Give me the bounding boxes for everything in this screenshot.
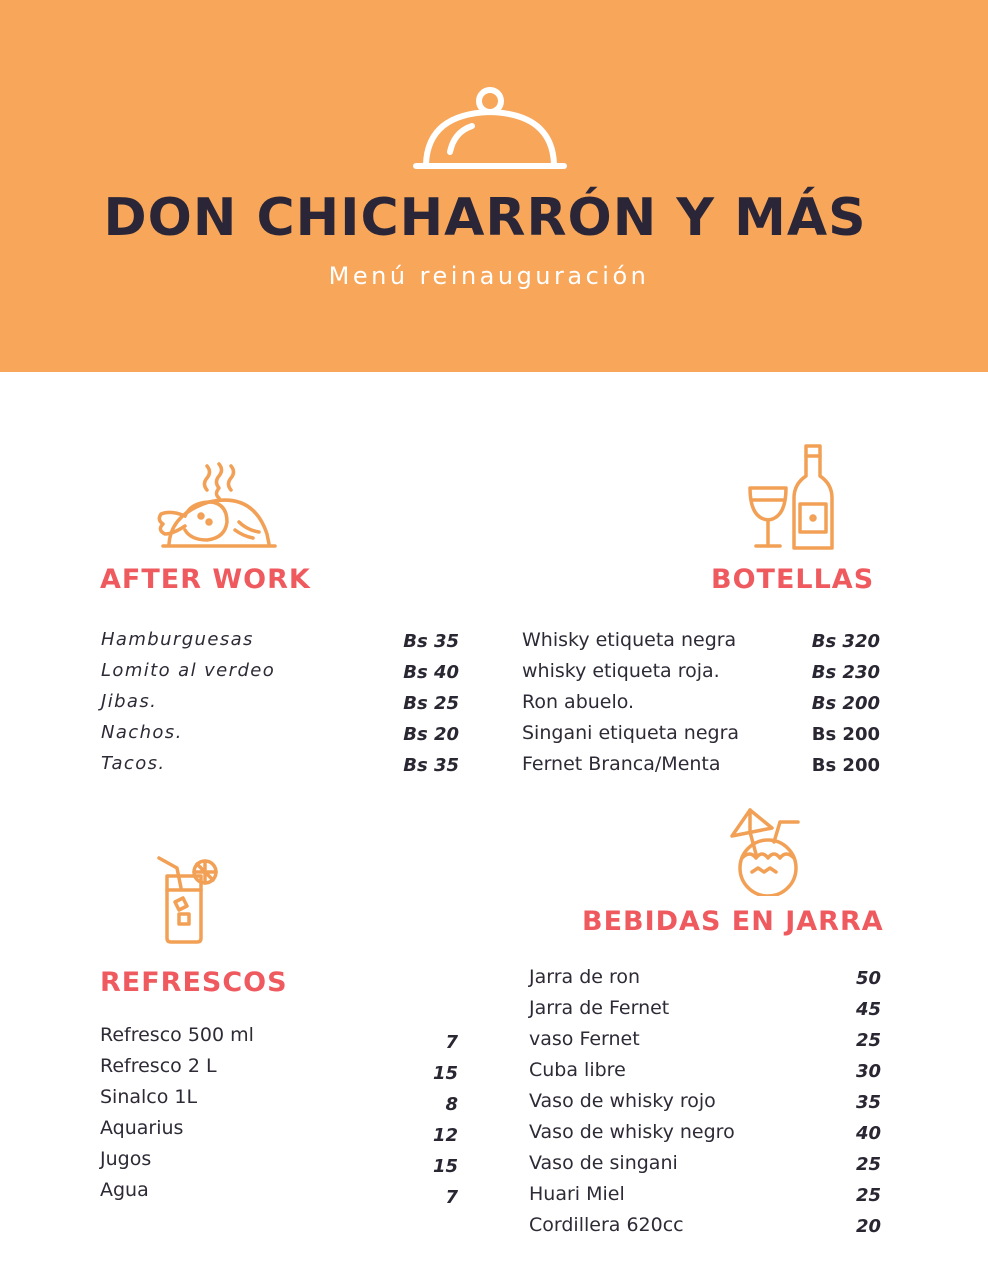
- list-item: [529, 1214, 881, 1245]
- list-item: [529, 966, 881, 997]
- item-name: Nachos.: [101, 722, 183, 743]
- list-item: [100, 1148, 458, 1179]
- item-name: vaso Fernet: [529, 1028, 640, 1050]
- item-name: Jarra de ron: [529, 966, 641, 988]
- item-price: 25: [855, 1030, 881, 1051]
- item-price: Bs 35: [403, 631, 459, 652]
- list-item: [522, 722, 880, 753]
- item-price: Bs 320: [811, 631, 880, 652]
- section-title-botellas: BOTELLAS: [711, 564, 875, 595]
- item-name: Aquarius: [100, 1117, 184, 1139]
- item-price: Bs 200: [811, 724, 880, 745]
- item-name: Refresco 2 L: [100, 1055, 217, 1077]
- item-price: 45: [855, 999, 881, 1020]
- list-item: [101, 722, 459, 753]
- item-name: Vaso de whisky negro: [529, 1121, 735, 1143]
- item-price: 8: [445, 1094, 458, 1115]
- cocktail-glass-icon: [155, 852, 221, 946]
- list-item: [529, 1121, 881, 1152]
- list-item: [100, 1179, 458, 1210]
- refrescos-list: [100, 1024, 458, 1210]
- item-name: Singani etiqueta negra: [522, 722, 740, 744]
- item-price: Bs 25: [403, 693, 459, 714]
- item-name: Agua: [100, 1179, 149, 1201]
- list-item: [101, 629, 459, 660]
- roast-chicken-icon: [155, 460, 277, 552]
- list-item: [529, 1090, 881, 1121]
- item-name: Hamburguesas: [101, 629, 254, 650]
- botellas-list: [522, 629, 880, 784]
- jarra-list: [529, 966, 881, 1245]
- wine-bottle-glass-icon: [746, 442, 838, 552]
- item-name: Jibas.: [101, 691, 158, 712]
- item-name: Cuba libre: [529, 1059, 626, 1081]
- list-item: [100, 1024, 458, 1055]
- list-item: [101, 660, 459, 691]
- item-name: Ron abuelo.: [522, 691, 635, 713]
- menu-header: [0, 0, 988, 372]
- list-item: [100, 1086, 458, 1117]
- item-price: Bs 40: [403, 662, 459, 683]
- item-price: Bs 35: [403, 755, 459, 776]
- list-item: [101, 691, 459, 722]
- after-work-list: [101, 629, 459, 784]
- restaurant-title: DON CHICHARRÓN Y MÁS: [103, 188, 867, 248]
- item-price: 7: [445, 1032, 458, 1053]
- item-price: 30: [855, 1061, 881, 1082]
- section-title-bebidas-en-jarra: BEBIDAS EN JARRA: [582, 906, 884, 937]
- item-name: Refresco 500 ml: [100, 1024, 254, 1046]
- item-price: 12: [432, 1125, 458, 1146]
- coconut-drink-icon: [728, 806, 802, 896]
- list-item: [522, 629, 880, 660]
- section-title-refrescos: REFRESCOS: [100, 967, 288, 998]
- item-price: 15: [432, 1063, 458, 1084]
- section-title-after-work: AFTER WORK: [100, 564, 311, 595]
- list-item: [101, 753, 459, 784]
- list-item: [529, 1152, 881, 1183]
- item-name: Tacos.: [101, 753, 166, 774]
- item-name: Huari Miel: [529, 1183, 625, 1205]
- item-price: 7: [445, 1187, 458, 1208]
- item-name: Whisky etiqueta negra: [522, 629, 737, 651]
- item-price: 15: [432, 1156, 458, 1177]
- list-item: [522, 753, 880, 784]
- item-name: Fernet Branca/Menta: [522, 753, 721, 775]
- list-item: [529, 1028, 881, 1059]
- item-name: Vaso de whisky rojo: [529, 1090, 716, 1112]
- item-name: Cordillera 620cc: [529, 1214, 684, 1236]
- list-item: [529, 1059, 881, 1090]
- item-price: Bs 20: [403, 724, 459, 745]
- cloche-icon: [410, 84, 570, 176]
- item-price: 25: [855, 1185, 881, 1206]
- item-name: Jugos: [100, 1148, 152, 1170]
- list-item: [100, 1055, 458, 1086]
- item-name: Vaso de singani: [529, 1152, 678, 1174]
- item-price: 20: [855, 1216, 881, 1237]
- list-item: [522, 691, 880, 722]
- list-item: [522, 660, 880, 691]
- item-price: 35: [855, 1092, 881, 1113]
- item-price: Bs 200: [811, 755, 880, 776]
- item-name: Sinalco 1L: [100, 1086, 198, 1108]
- list-item: [529, 1183, 881, 1214]
- item-name: whisky etiqueta roja.: [522, 660, 720, 682]
- list-item: [529, 997, 881, 1028]
- item-price: 50: [855, 968, 881, 989]
- item-name: Jarra de Fernet: [529, 997, 670, 1019]
- item-price: Bs 200: [811, 693, 880, 714]
- item-price: Bs 230: [811, 662, 880, 683]
- list-item: [100, 1117, 458, 1148]
- item-price: 25: [855, 1154, 881, 1175]
- item-price: 40: [855, 1123, 881, 1144]
- item-name: Lomito al verdeo: [101, 660, 276, 681]
- menu-subtitle: Menú reinauguración: [328, 262, 650, 290]
